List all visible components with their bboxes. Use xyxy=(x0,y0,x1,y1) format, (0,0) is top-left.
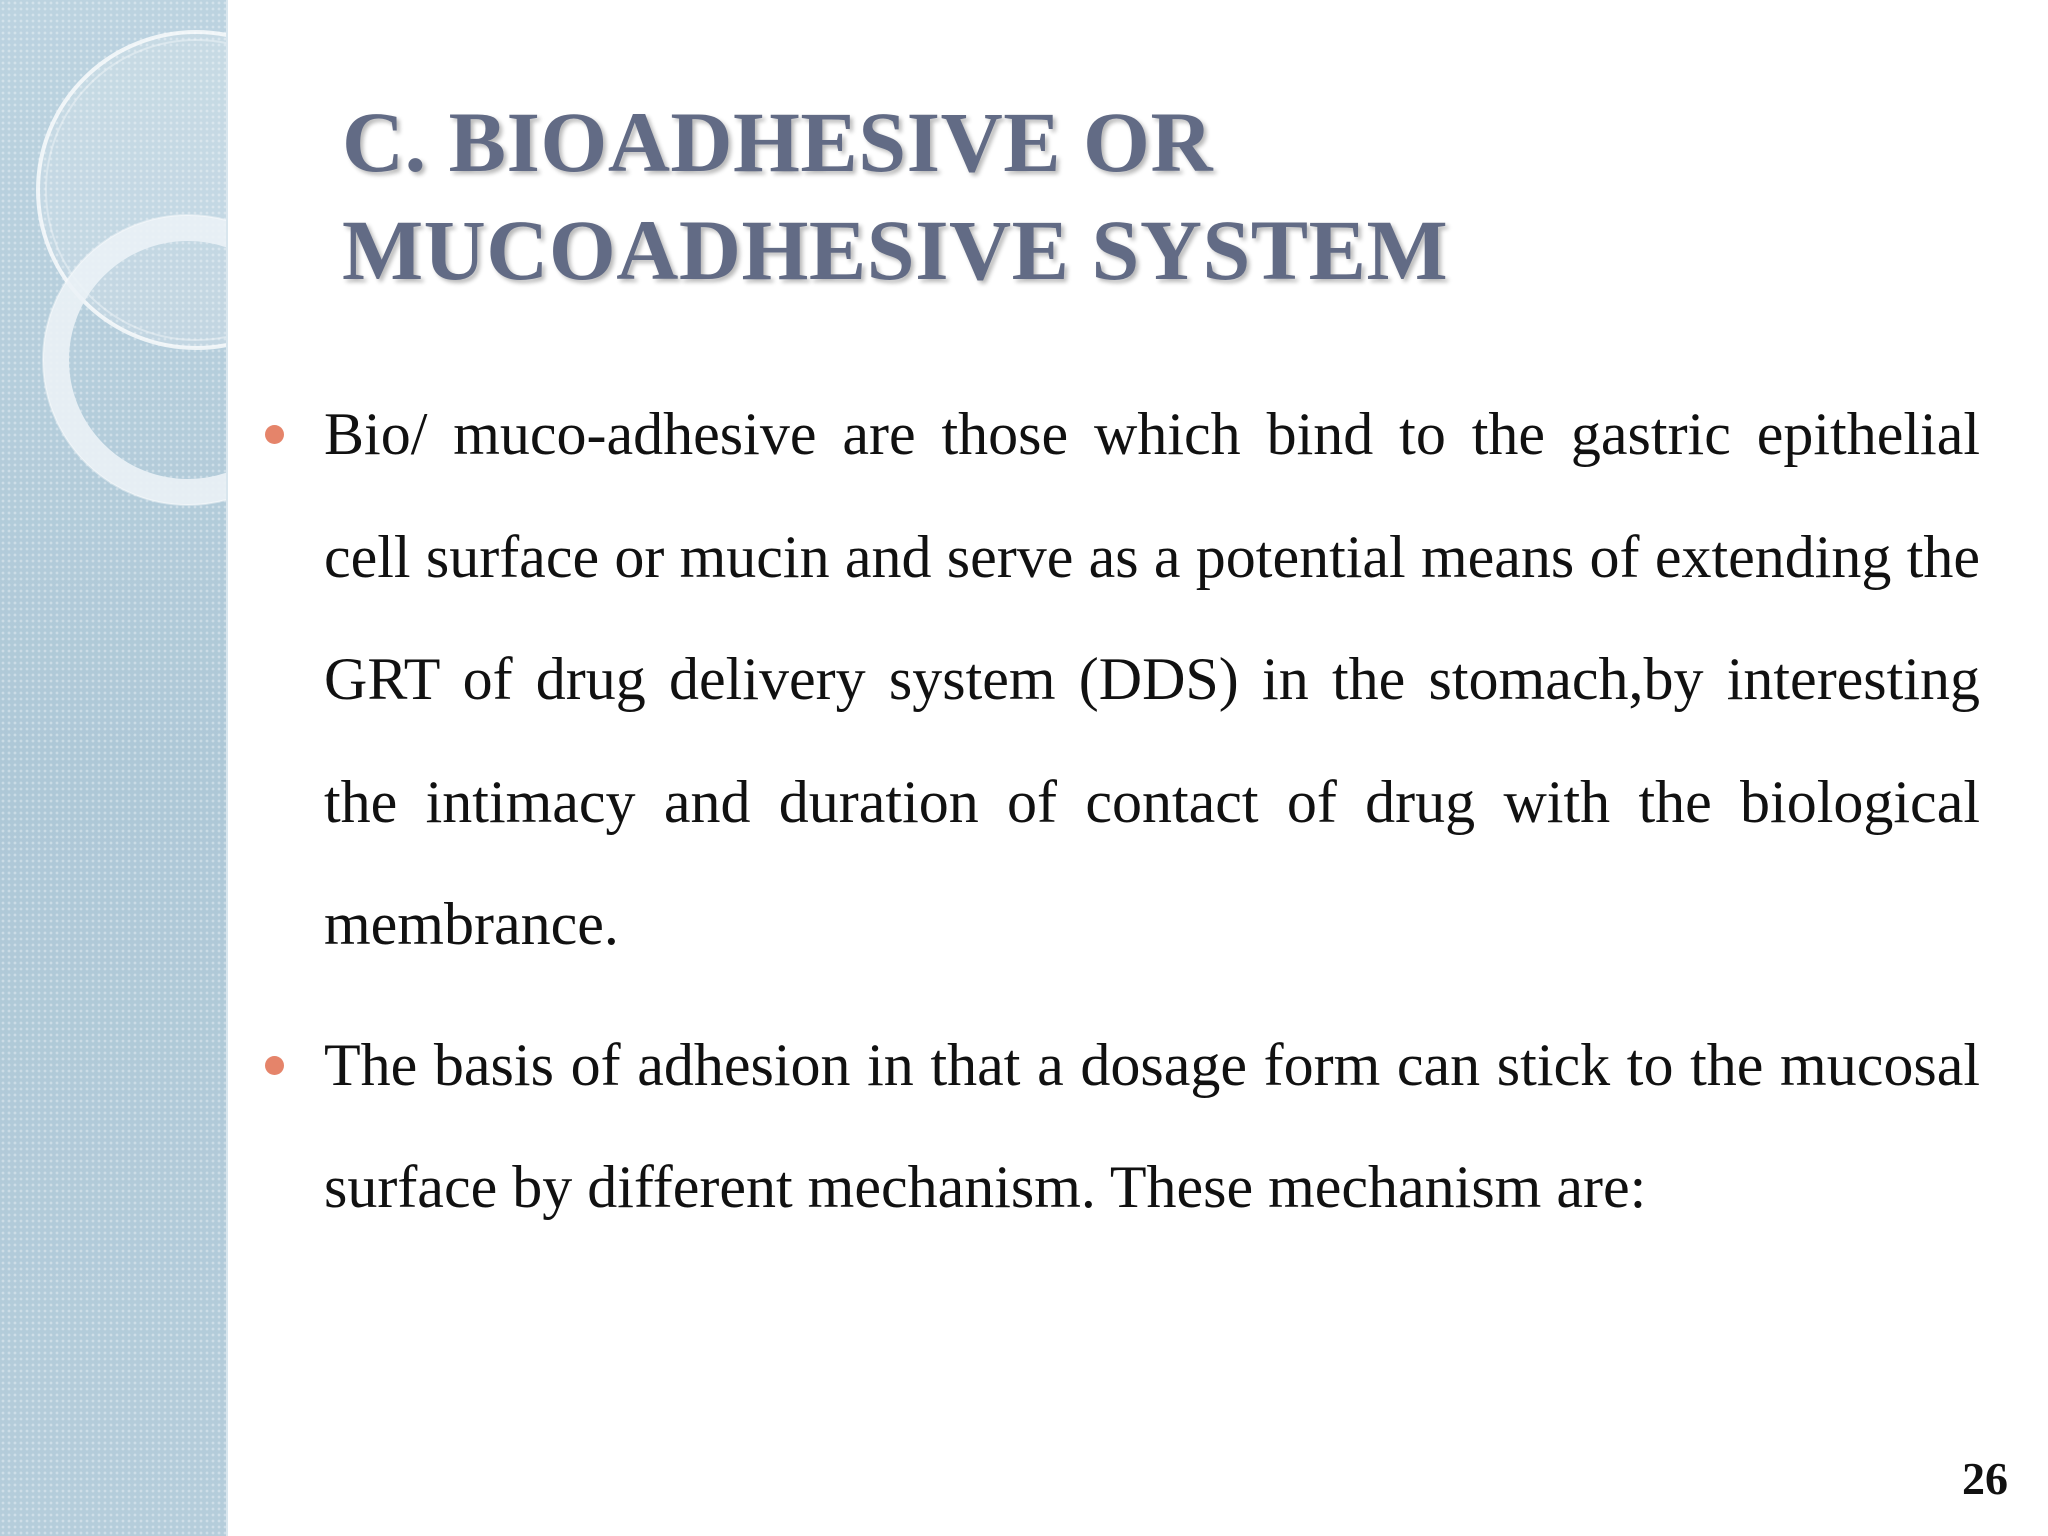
slide-title xyxy=(342,88,1942,304)
bullet-text: The basis of adhesion in that a dosage form can stick to the mucosal surface by different mechanism. These mechanism are: xyxy=(324,1031,1980,1220)
bullet-list xyxy=(258,373,1980,1267)
decorative-side-panel xyxy=(0,0,228,1536)
bullet-item xyxy=(258,373,1980,986)
bullet-text: Bio/ muco-adhesive are those which bind to the gastric epithelial cell surface or mucin and serve as a potential means of extending the GRT of drug delivery system (DDS) in the stomach,by interesting the intimacy and duration of contact of drug with the biological membrance. xyxy=(324,401,1980,957)
slide-title-line-2: MUCOADHESIVE SYSTEM xyxy=(342,202,1449,298)
page-number: 26 xyxy=(1962,1453,2008,1504)
decorative-rings-graphic xyxy=(0,0,226,1536)
bullet-dot-icon xyxy=(265,425,284,444)
bullet-dot-icon xyxy=(265,1056,284,1075)
slide-title-line-1: C. BIOADHESIVE OR xyxy=(342,94,1214,190)
bullet-item xyxy=(258,1004,1980,1249)
